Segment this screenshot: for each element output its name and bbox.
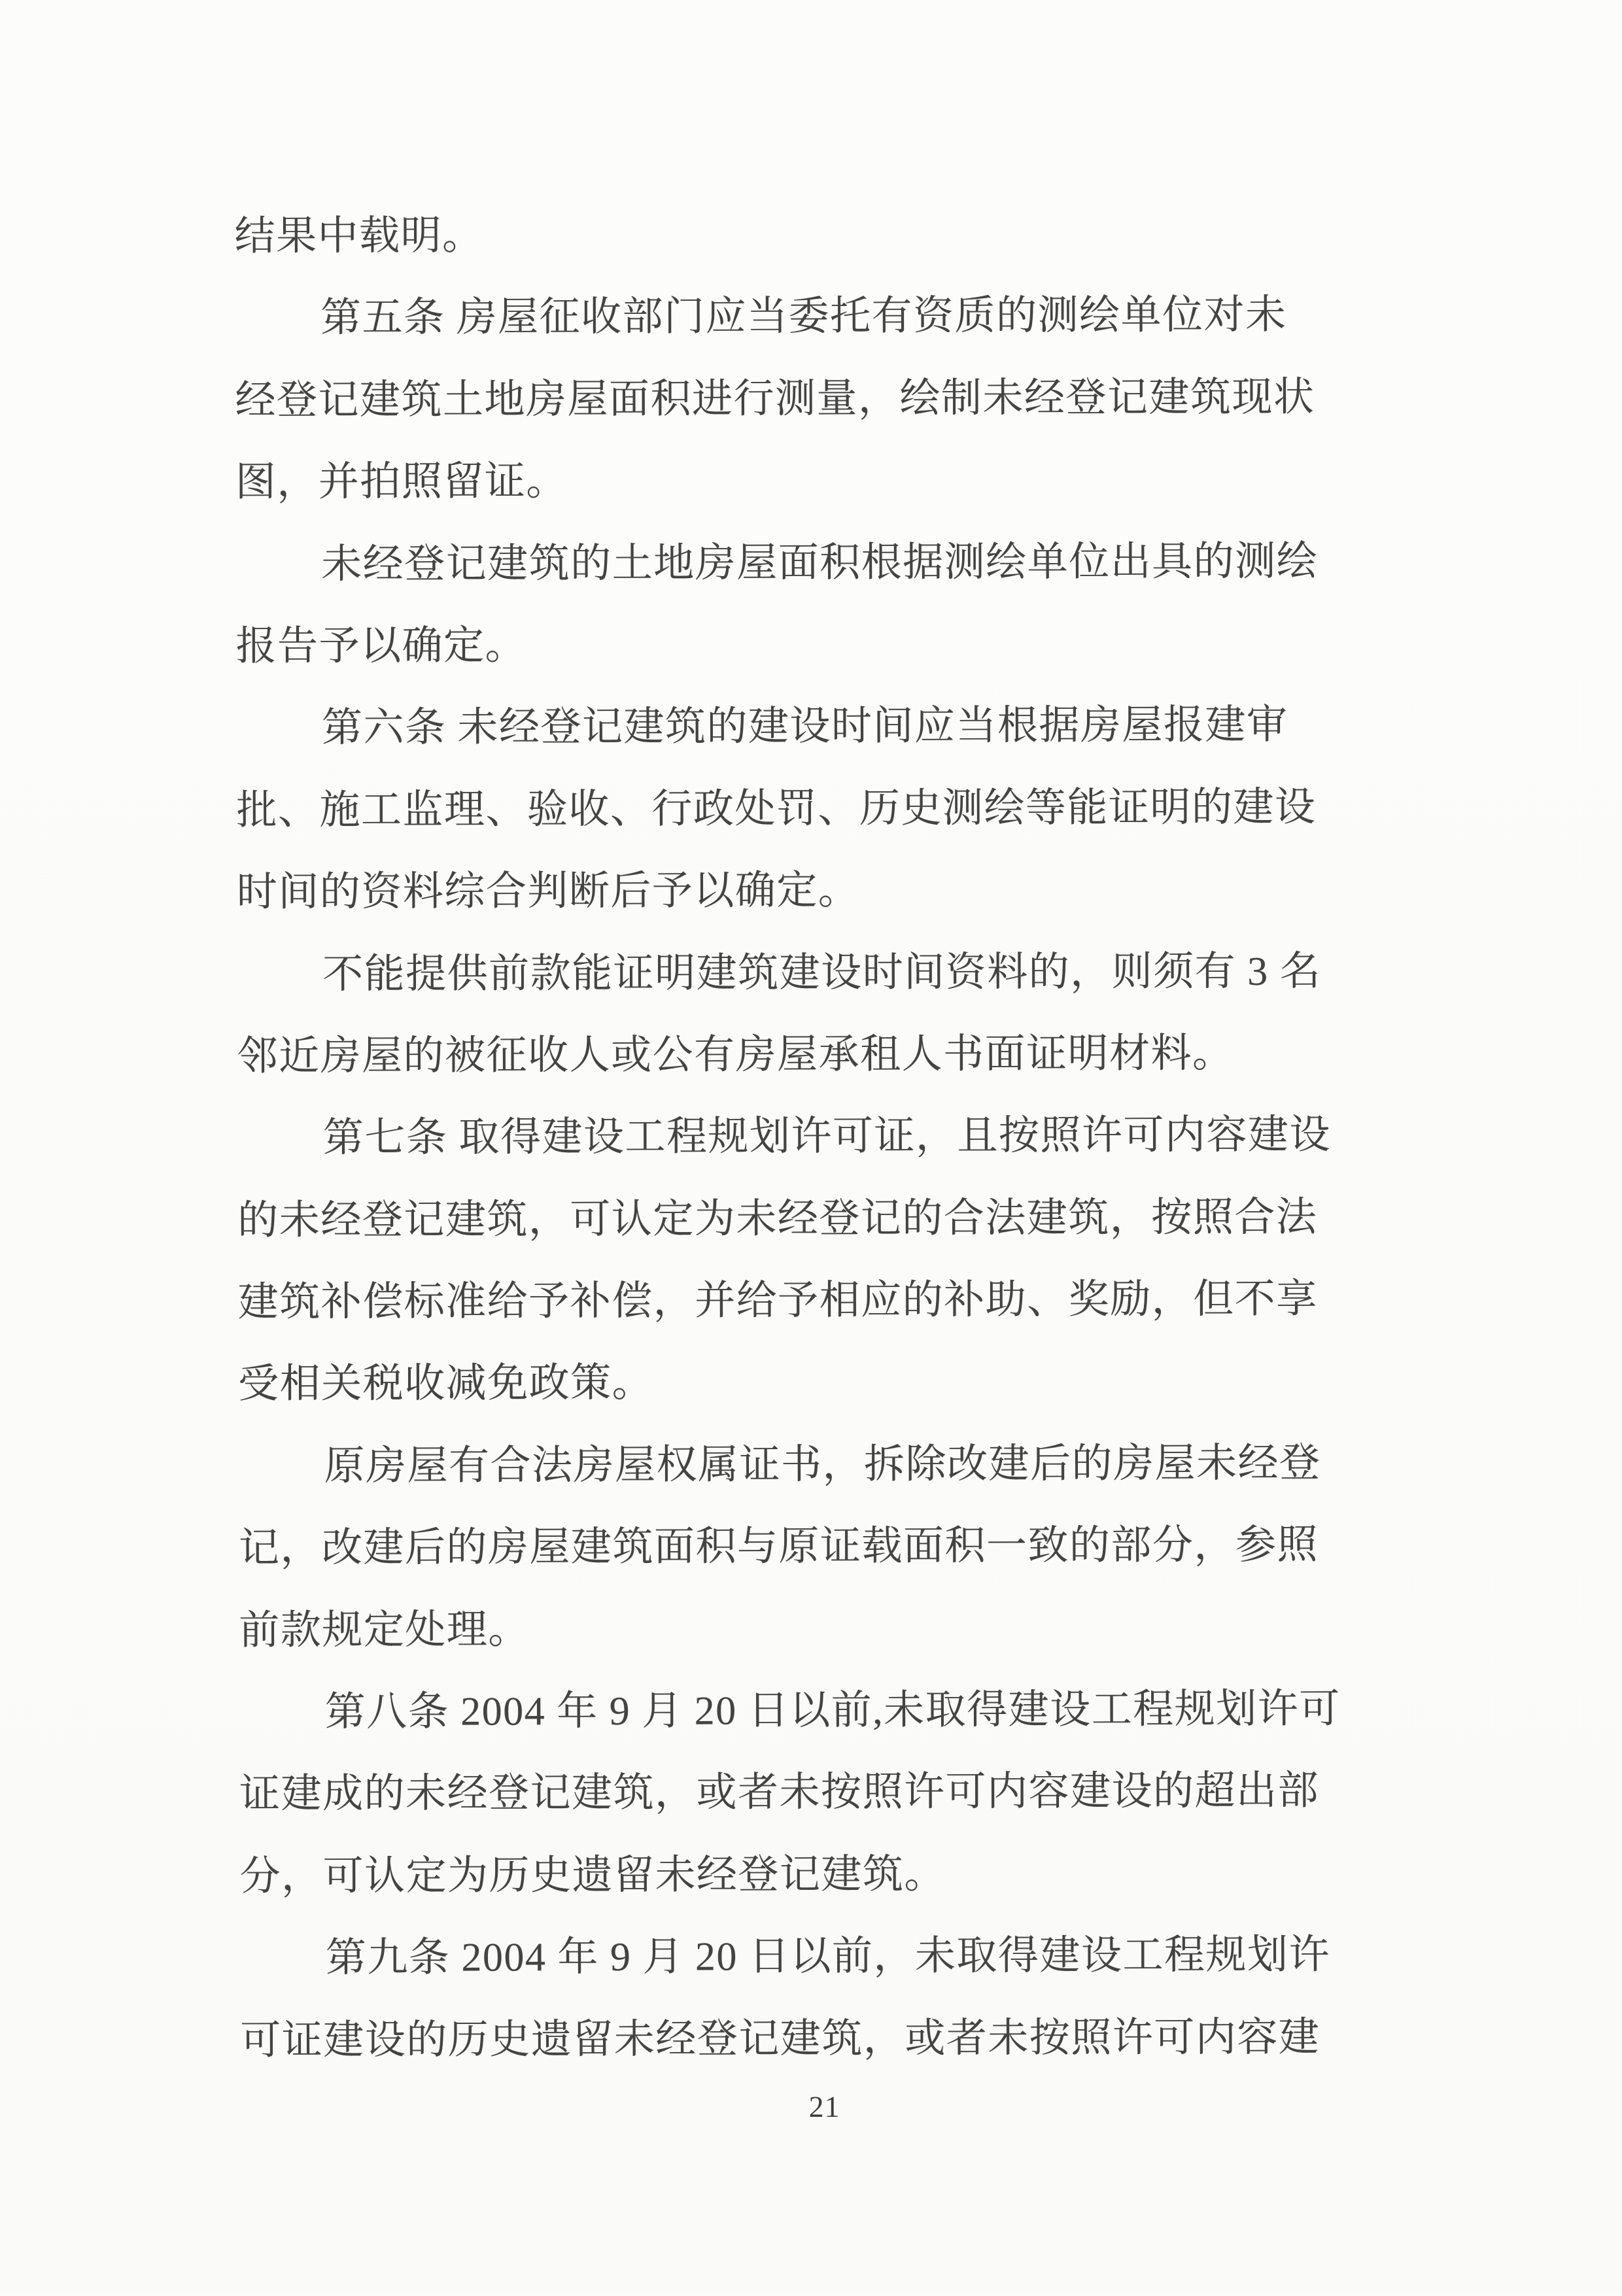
article-8-heading-line: 第八条 2004 年 9 月 20 日以前,未取得建设工程规划许可 [324,1687,1341,1735]
text-line: 经登记建筑土地房屋面积进行测量，绘制未经登记建筑现状 [235,375,1315,423]
text-line: 的未经登记建筑，可认定为未经登记的合法建筑，按照合法 [237,1195,1318,1243]
text-line: 邻近房屋的被征收人或公有房屋承租人书面证明材料。 [237,1031,1234,1079]
text-line: 分，可认定为历史遗留未经登记建筑。 [239,1852,946,1899]
article-9-heading-line: 第九条 2004 年 9 月 20 日以前，未取得建设工程规划许 [325,1932,1331,1981]
article-7-heading-line: 第七条 取得建设工程规划许可证，且按照许可内容建设 [322,1112,1332,1161]
text-line: 未经登记建筑的土地房屋面积根据测绘单位出具的测绘 [321,539,1319,587]
text-line: 原房屋有合法房屋权属证书，拆除改建后的房屋未经登 [324,1441,1321,1489]
document-body-text [234,192,1417,2082]
article-5-heading-line: 第五条 房屋征收部门应当委托有资质的测绘单位对未 [320,293,1287,341]
text-line: 可证建设的历史遗留未经登记建筑，或者未按照许可内容建 [240,2015,1320,2063]
text-line: 结果中载明。 [234,213,484,259]
text-line: 受相关税收减免政策。 [238,1361,654,1407]
text-line: 前款规定处理。 [239,1607,530,1653]
text-line: 不能提供前款能证明建筑建设时间资料的，则须有 3 名 [322,949,1322,997]
text-line: 证建成的未经登记建筑，或者未按照许可内容建设的超出部 [239,1768,1320,1817]
text-line: 记，改建后的房屋建筑面积与原证载面积一致的部分，参照 [238,1522,1319,1571]
text-line: 时间的资料综合判断后予以确定。 [236,868,860,915]
text-line: 批、施工监理、验收、行政处罚、历史测绘等能证明的建设 [236,785,1317,833]
article-6-heading-line: 第六条 未经登记建筑的建设时间应当根据房屋报建审 [321,703,1288,751]
text-line: 图，并拍照留证。 [235,459,568,505]
text-line: 报告予以确定。 [235,623,527,669]
page-number: 21 [808,2089,840,2124]
text-line: 建筑补偿标准给予补偿，并给予相应的补助、奖励，但不享 [237,1277,1318,1325]
